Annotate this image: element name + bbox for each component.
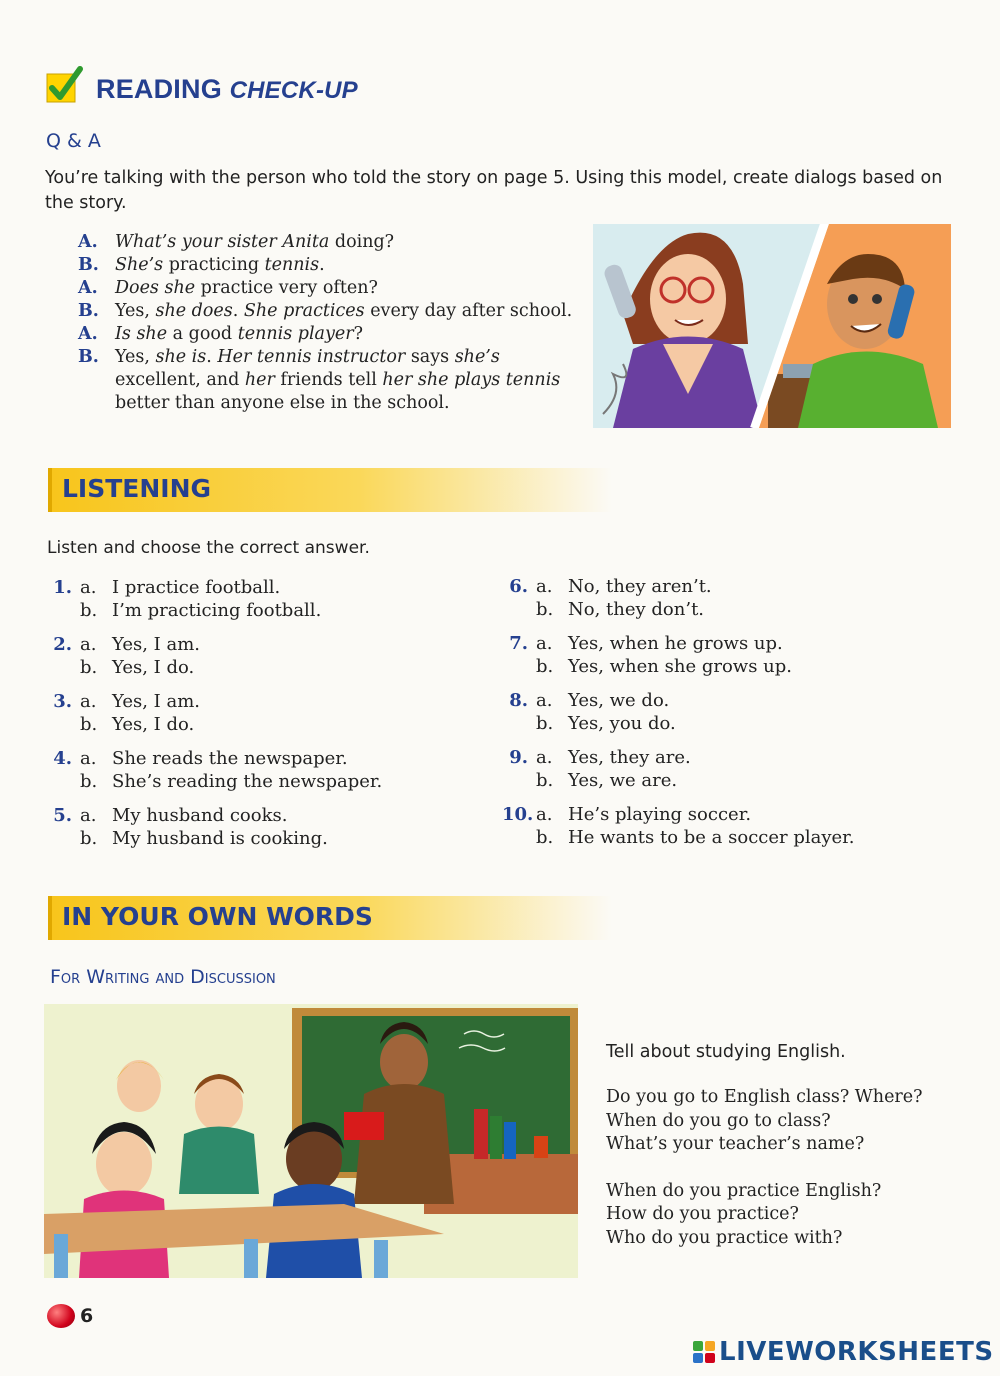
discussion-line: Do you go to English class? Where? [606,1087,923,1107]
questions-right-column [502,575,922,860]
answer-option[interactable]: b. Yes, we are. [536,770,678,791]
question-item: 7. a. Yes, when he grows up. b. Yes, when she grows up. [502,632,922,678]
checkmark-icon [46,66,84,104]
discussion-spacer [606,1157,966,1180]
answer-option[interactable]: a. Yes, they are. [536,747,691,768]
discussion-line: How do you practice? [606,1204,799,1224]
own-words-banner: IN YOUR OWN WORDS [48,896,612,940]
answer-option[interactable]: a. Yes, we do. [536,690,670,711]
question-item: 3. a. Yes, I am. b. Yes, I do. [46,690,466,736]
answer-option[interactable]: b. Yes, I do. [80,657,195,678]
discussion-line: When do you go to class? [606,1110,831,1131]
answer-option[interactable]: a. No, they aren’t. [536,576,712,597]
answer-option[interactable]: b. She’s reading the newspaper. [80,771,383,792]
tell-about-title: Tell about studying English. [606,1042,846,1062]
answer-option[interactable]: b. My husband is cooking. [80,828,328,849]
question-item: 1. a. I practice football. b. I’m practicing football. [46,576,466,622]
answer-option[interactable]: a. I practice football. [80,577,281,598]
question-item: 5. a. My husband cooks. b. My husband is cooking. [46,804,466,850]
phone-conversation-illustration [593,224,951,428]
answer-option[interactable]: a. Yes, I am. [80,691,201,712]
writing-discussion-subtitle: For Writing and Discussion [50,966,276,988]
answer-option[interactable]: b. Yes, when she grows up. [536,656,792,677]
dialog-line: A. Does she practice very often? [78,278,378,298]
answer-option[interactable]: a. He’s playing soccer. [536,804,752,825]
discussion-line: When do you practice English? [606,1180,882,1201]
reading-checkup-title: READING CHECK-UP [96,74,358,104]
answer-option[interactable]: b. I’m practicing football. [80,600,322,621]
question-item: 10. a. He’s playing soccer. b. He wants to be a soccer player. [502,803,922,849]
question-item: 8. a. Yes, we do. b. Yes, you do. [502,689,922,735]
reading-instructions: You’re talking with the person who told the story on page 5. Using this model, create dialogs based on the story. [45,168,943,213]
dialog-line: B. Yes, she does. She practices every day after school. [78,301,573,321]
dialog-line: B. She’s practicing tennis. [78,255,325,275]
answer-option[interactable]: a. She reads the newspaper. [80,748,348,769]
classroom-illustration [44,1004,578,1278]
discussion-line: What’s your teacher’s name? [606,1134,865,1154]
logo-grid-icon [693,1341,715,1363]
listening-instructions: Listen and choose the correct answer. [47,538,370,558]
model-dialog [78,231,588,415]
questions-left-column [46,576,466,861]
discussion-questions [606,1086,966,1250]
question-item: 2. a. Yes, I am. b. Yes, I do. [46,633,466,679]
page-number: 6 [80,1305,94,1327]
discussion-line: Who do you practice with? [606,1227,843,1248]
listening-banner: LISTENING [48,468,612,512]
answer-option[interactable]: a. Yes, when he grows up. [536,633,783,654]
page-marker-icon [47,1304,75,1328]
answer-option[interactable]: b. Yes, you do. [536,713,676,734]
answer-option[interactable]: b. He wants to be a soccer player. [536,827,855,848]
answer-option[interactable]: a. Yes, I am. [80,634,201,655]
answer-option[interactable]: b. Yes, I do. [80,714,195,735]
liveworksheets-logo: LIVEWORKSHEETS [693,1337,994,1367]
dialog-line: A. What’s your sister Anita doing? [78,232,395,252]
dialog-line: A. Is she a good tennis player? [78,324,363,344]
question-item: 9. a. Yes, they are. b. Yes, we are. [502,746,922,792]
answer-option[interactable]: b. No, they don’t. [536,599,705,620]
question-item: 6. a. No, they aren’t. b. No, they don’t. [502,575,922,621]
question-item: 4. a. She reads the newspaper. b. She’s reading the newspaper. [46,747,466,793]
answer-option[interactable]: a. My husband cooks. [80,805,288,826]
dialog-line: B. Yes, she is. Her tennis instructor says she’s excellent, and her friends tell her she plays tennis better than anyone else in the school. [78,347,561,413]
qa-title: Q & A [46,130,101,152]
